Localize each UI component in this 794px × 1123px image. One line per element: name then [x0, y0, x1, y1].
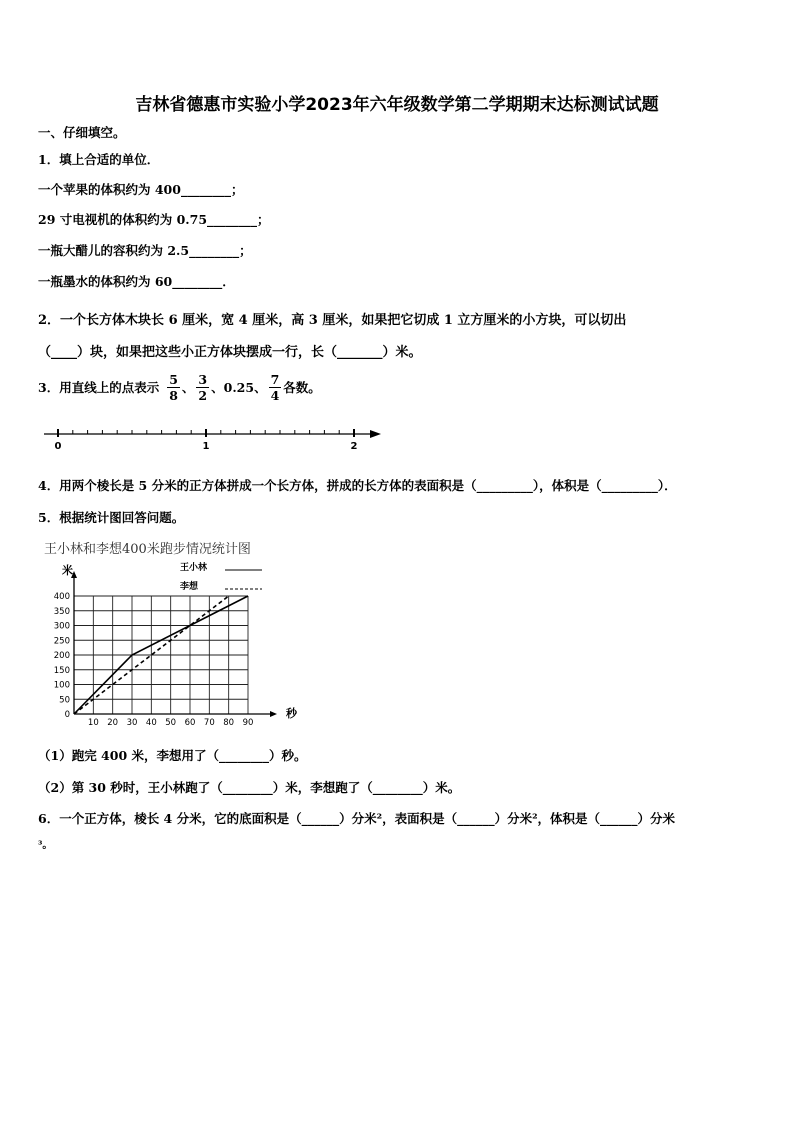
x-axis-arrow-icon	[270, 711, 277, 717]
y-tick-label: 150	[53, 665, 70, 676]
question-2-line1: 2．一个长方体木块长 6 厘米，宽 4 厘米，高 3 厘米，如果把它切成 1 立方厘米的小方块，可以切出	[38, 313, 627, 328]
number-line-label: 0	[54, 441, 62, 452]
y-axis-label: 米	[62, 564, 73, 577]
legend-label: 王小林	[180, 563, 208, 573]
y-tick-label: 100	[53, 680, 70, 691]
arrow-icon	[370, 430, 381, 438]
chart-title: 王小林和李想400米跑步情况统计图	[44, 542, 251, 557]
x-tick-label: 90	[242, 718, 254, 728]
x-tick-label: 30	[126, 718, 138, 728]
y-tick-label: 400	[53, 592, 70, 602]
question-5-stem: 5．根据统计图回答问题。	[38, 510, 185, 525]
y-tick-label: 0	[64, 710, 70, 720]
question-1-line: 29 寸电视机的体积约为 0.75________；	[38, 212, 270, 227]
question-3-suffix: 各数。	[283, 380, 321, 395]
separator: 、0.25、	[211, 380, 267, 395]
number-line-label: 2	[350, 441, 358, 452]
line-chart	[40, 538, 320, 728]
y-tick-label: 250	[53, 636, 70, 647]
question-1-stem: 1．填上合适的单位．	[38, 152, 160, 167]
question-5-sub1: （1）跑完 400 米，李想用了（________）秒。	[38, 748, 307, 763]
question-3	[38, 367, 321, 407]
fraction: $\frac{7}{4}$	[270, 371, 280, 403]
question-6-line2: ³。	[38, 840, 53, 851]
question-6-line1: 6．一个正方体，棱长 4 分米，它的底面积是（______）分米²，表面积是（______）分米²，体积是（______）分米	[38, 811, 676, 826]
x-tick-label: 40	[145, 718, 157, 728]
y-tick-label: 50	[59, 695, 70, 706]
question-1-line: 一瓶大醋儿的容积约为 2.5________；	[38, 243, 252, 258]
section-heading: 一、仔细填空。	[38, 125, 126, 140]
page-title: 吉林省德惠市实验小学2023年六年级数学第二学期期末达标测试试题	[135, 95, 659, 115]
x-tick-label: 60	[184, 718, 196, 728]
number-line-label: 1	[202, 441, 210, 452]
y-tick-label: 300	[53, 621, 70, 632]
legend-label: 李想	[180, 582, 199, 592]
fraction: $\frac{5}{8}$	[169, 371, 178, 403]
y-tick-label: 200	[53, 651, 70, 661]
x-tick-label: 50	[165, 718, 177, 728]
separator: 、	[181, 380, 195, 395]
x-tick-label: 70	[203, 718, 215, 728]
fraction: $\frac{3}{2}$	[198, 371, 208, 403]
x-tick-label: 20	[107, 718, 119, 728]
y-tick-label: 350	[53, 606, 70, 617]
x-tick-label: 10	[87, 718, 99, 728]
question-5-sub2: （2）第 30 秒时，王小林跑了（________）米，李想跑了（________）米。	[38, 780, 461, 795]
question-4: 4．用两个棱长是 5 分米的正方体拼成一个长方体，拼成的长方体的表面积是（_________），体积是（_________）．	[38, 478, 677, 493]
question-3-prefix: 3．用直线上的点表示	[38, 380, 160, 395]
x-tick-label: 80	[223, 718, 235, 728]
question-1-line: 一个苹果的体积约为 400________；	[38, 182, 244, 197]
question-2-line2: （____）块，如果把这些小正方体块摆成一行，长（_______）米。	[38, 345, 422, 360]
question-1-line: 一瓶墨水的体积约为 60________．	[38, 274, 235, 289]
number-line	[40, 420, 390, 460]
x-axis-label: 秒	[286, 707, 297, 720]
